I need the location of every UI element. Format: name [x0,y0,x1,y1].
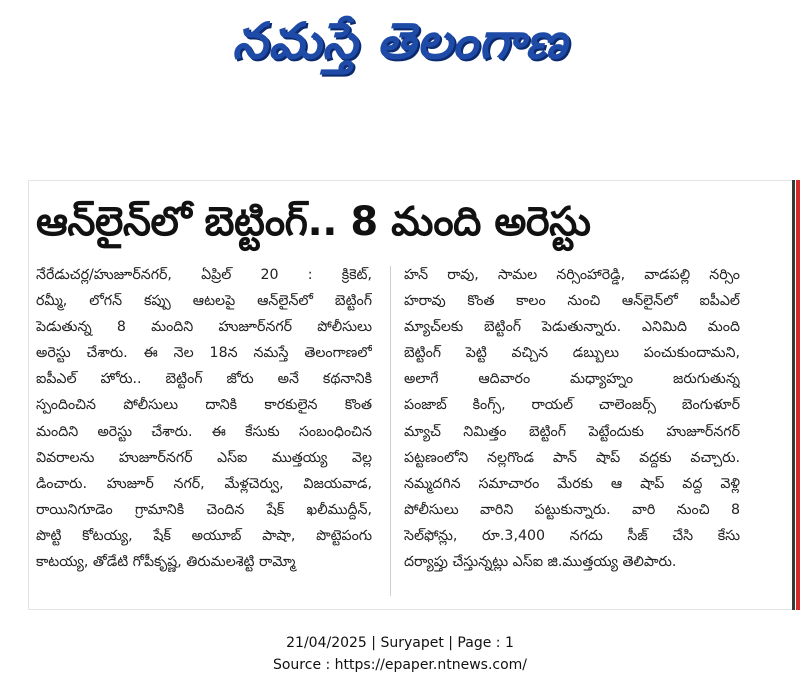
article-line: హన్ రావు, సామల నర్సింహారెడ్డి, వాడపల్లి నర్సిం [404,267,740,283]
article-line: సెల్‌ఫోన్లు, రూ.3,400 నగదు సీజ్ చేసి కేసు [404,527,740,544]
article-column-left [36,262,372,575]
article-column-right [404,262,740,575]
footer-source-link[interactable]: Source : https://epaper.ntnews.com/ [272,657,528,673]
article-line: వివరాలను హుజూర్‌నగర్ ఎస్ఐ ముత్తయ్య వెల్ల [36,449,372,466]
footer-publication-info: 21/04/2025 | Suryapet | Page : 1 [286,635,514,651]
article-line: అరెస్టు చేశారు. ఈ నెల 18న నమస్తే తెలంగాణలో [36,345,372,362]
article-line: అలాగే ఆదివారం మధ్యాహ్నం జరుగుతున్న [404,371,740,388]
masthead-logo: నమస్తే తెలంగాణ [232,11,568,70]
article-line: నేరేడుచర్ల/హుజూర్‌నగర్, ఏప్రిల్ 20 : క్రికెట్, [36,267,372,283]
article-line: మ్యాచ్ నిమిత్తం బెట్టింగ్ పెట్టేందుకు హుజూర్‌నగర్ [404,423,740,440]
article-line: డించారు. హుజూర్ నగర్, మేళ్లచెర్వు, విజయవాడ, [36,475,372,492]
article-line: రాయినిగూడెం గ్రామానికి చెందిన షేక్ ఖలీముద్దీన్, [36,501,372,518]
article-line: ఐపీఎల్ హోరు.. బెట్టింగ్ జోరు అనే కథనానికి [36,371,372,388]
clipping-right-rule [792,180,795,610]
article-line: హరావు కొంత కాలం నుంచి ఆన్‌లైన్‌లో ఐపీఎల్ [404,293,740,310]
article-headline: ఆన్‌లైన్‌లో బెట్టింగ్.. 8 మంది అరెస్టు [36,199,591,245]
article-line: మ్యాచ్‌లకు బెట్టింగ్ పెడుతున్నారు. ఎనిమిది మంది [404,319,740,336]
article-line: పొట్టి కోటయ్య, షేక్ అయూబ్ పాషా, పొట్టెపంగు [36,527,372,544]
article-line: కాటయ్య, తోడేటి గోపీకృష్ణ, తిరుమలశెట్టి రామ్మో [36,554,296,571]
article-line: నమ్మదగిన సమాచారం మేరకు ఆ షాప్ వద్ద వెళ్లి [404,475,740,492]
article-line: పట్టణంలోని నల్లగొండ పాన్ షాప్ వద్దకు వచ్చారు. [404,449,740,466]
article-line: స్పందించిన పోలీసులు దానికి కారకులైన కొంత [36,397,372,414]
article-line: పోలీసులు వారిని పట్టుకున్నారు. వారి నుంచి 8 [404,501,740,518]
column-divider [390,266,391,596]
clipping-accent-bar [796,180,800,610]
article-line: దర్యాప్తు చేస్తున్నట్లు ఎస్ఐ జి.ముత్తయ్య తెలిపారు. [404,554,677,571]
page-footer [0,632,800,676]
article-line: మందిని అరెస్టు చేశారు. ఈ కేసుకు సంబంధించిన [36,423,372,440]
article-line: రమ్మీ, లోగన్ కప్పు ఆటలపై ఆన్‌లైన్‌లో బెట్టింగ్ [36,293,372,310]
article-line: పంజాబ్ కింగ్స్, రాయల్ చాలెంజర్స్ బెంగుళూర్ [404,397,740,414]
article-line: పెడుతున్న 8 మందిని హుజూర్‌నగర్ పోలీసులు [36,319,372,336]
article-line: బెట్టింగ్ పెట్టి వచ్చిన డబ్బులు పంచుకుందామని, [404,345,740,362]
